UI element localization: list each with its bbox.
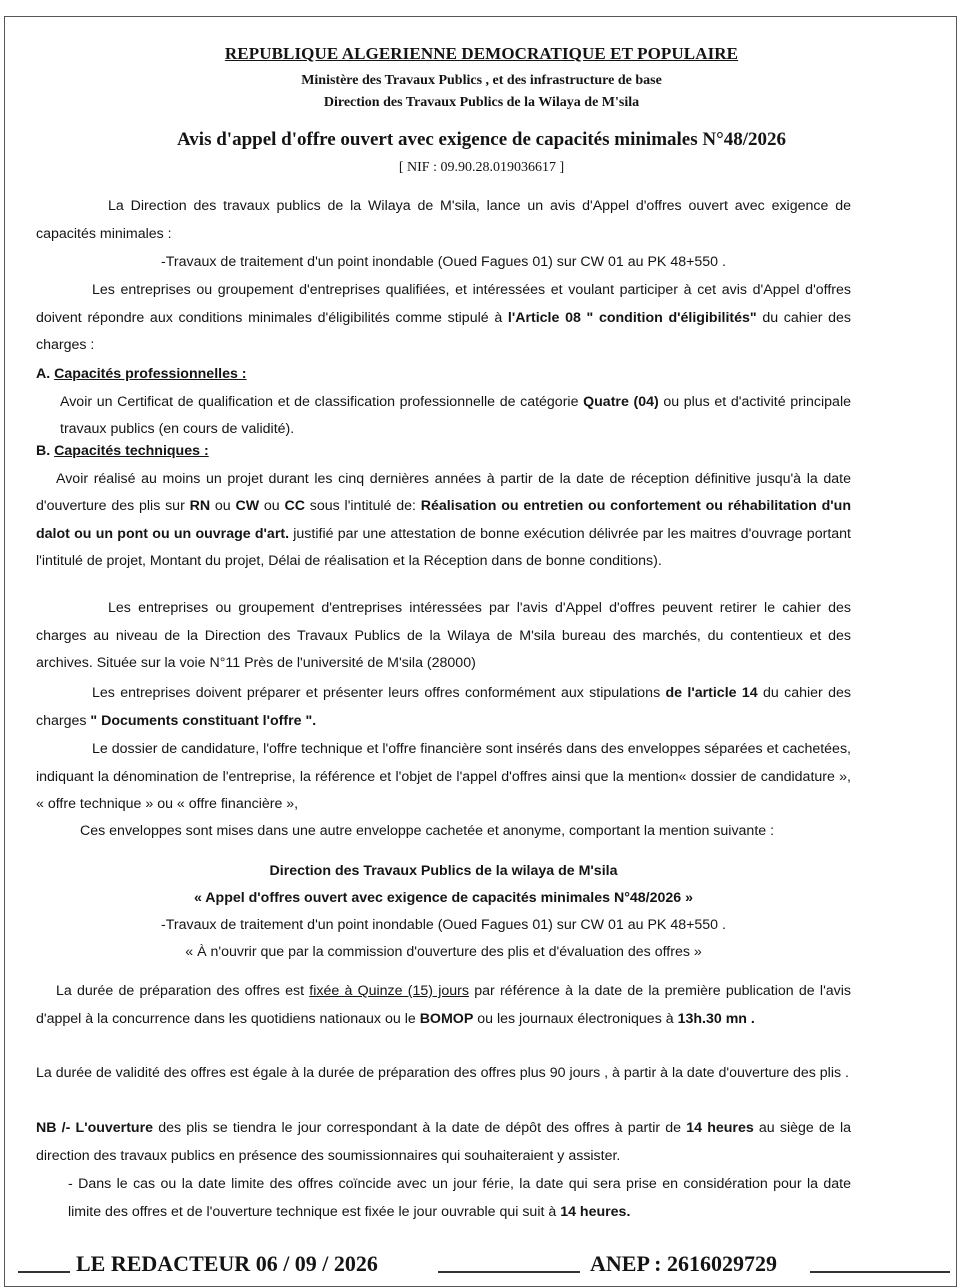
ministry-heading: Ministère des Travaux Publics , et des infrastructure de base	[301, 73, 662, 88]
footer	[0, 1251, 963, 1281]
validity-paragraph: La durée de validité des offres est égale à la durée de préparation des offres plus 90 jours , à partir à la date d'ouverture des plis .	[36, 1065, 849, 1081]
redacteur-date: LE REDACTEUR 06 / 09 / 2026	[76, 1251, 378, 1276]
direction-heading: Direction des Travaux Publics de la Wilaya de M'sila	[323, 95, 640, 110]
footer-rule-left	[18, 1271, 70, 1273]
footer-rule-right	[810, 1271, 950, 1273]
republic-heading: REPUBLIQUE ALGERIENNE DEMOCRATIQUE ET POPULAIRE	[224, 44, 739, 63]
project-line: -Travaux de traitement d'un point inondable (Oued Fagues 01) sur CW 01 au PK 48+550 .	[161, 254, 726, 270]
duration-paragraph: La durée de préparation des offres est fixée à Quinze (15) jours par référence à la date de la première publication de l'avis d'appel à la concurrence dans les quotidiens nationaux ou le BOMOP ou les journaux électroniques à 13h.30 mn .	[36, 983, 852, 1027]
section-b-title: Capacités techniques :	[54, 443, 209, 459]
eligibility-paragraph: Les entreprises ou groupement d'entreprises qualifiées, et intéressées et voulant participer à cet avis d'Appel d'offres doivent répondre aux conditions minimales d'éligibilités comme stipulé à l'Article 08 " condition d'éligibilités" du cahier des charges :	[36, 282, 851, 353]
envelopes-paragraph: Ces enveloppes sont mises dans une autre enveloppe cachetée et anonyme, comportant la mention suivante :	[80, 823, 775, 839]
withdraw-paragraph: Les entreprises ou groupement d'entreprises intéressées par l'avis d'Appel d'offres peuvent retirer le cahier des charges au niveau de la Direction des Travaux Publics de la Wilaya de M'sila bureau des marchés, du contentieux et des archives. Située sur la voie N°11 Près de l'université de M'sila (28000)	[36, 600, 851, 671]
section-a-title: Capacités professionnelles :	[54, 366, 247, 382]
envelope-mention	[36, 858, 851, 966]
nif-number: [ NIF : 09.90.28.019036617 ]	[398, 160, 565, 175]
section-b: B. Capacités techniques : Avoir réalisé au moins un projet durant les cinq dernières années à partir de la date de réception définitive jusqu'à la date d'ouverture des plis sur RN ou CW ou CC sous l'intitulé de: Réalisation ou entretien ou confortement ou réhabilitation d'un dalot ou un pont ou un ouvrage d'art. justifié par une attestation de bonne exécution délivrée par les maitres d'ouvrage portant l'intitulé de projet, Montant du projet, Délai de réalisation et la Réception dans de bonne conditions).	[36, 443, 851, 569]
prepare-paragraph: Les entreprises doivent préparer et présenter leurs offres conformément aux stipulations de l'article 14 du cahier des charges " Documents constituant l'offre ".	[36, 685, 852, 729]
dossier-paragraph: Le dossier de candidature, l'offre technique et l'offre financière sont insérés dans des enveloppes séparées et cachetées, indiquant la dénomination de l'entreprise, la référence et l'objet de l'appel d'offres ainsi que la mention« dossier de candidature », « offre technique » ou « offre financière »,	[36, 741, 851, 812]
nb-paragraph: NB /- L'ouverture des plis se tiendra le jour correspondant à la date de dépôt des offres à partir de 14 heures au siège de la direction des travaux publics en présence des soumissionnaires qui souhaiteraient y assister.	[36, 1120, 852, 1164]
notice-title: Avis d'appel d'offre ouvert avec exigence de capacités minimales N°48/2026	[176, 129, 786, 150]
mention-open: « À n'ouvrir que par la commission d'ouverture des plis et d'évaluation des offres »	[185, 944, 702, 960]
intro-paragraph: La Direction des travaux publics de la Wilaya de M'sila, lance un avis d'Appel d'offres ouvert avec exigence de capacités minimales :	[36, 198, 851, 242]
holiday-paragraph: - Dans le cas ou la date limite des offres coïncide avec un jour férie, la date qui sera prise en considération pour la date limite des offres et de l'ouverture technique est fixée le jour ouvrable qui suit à 14 heures.	[68, 1176, 851, 1220]
mention-appel: « Appel d'offres ouvert avec exigence de capacités minimales N°48/2026 »	[193, 890, 693, 906]
section-a: A. Capacités professionnelles : Avoir un Certificat de qualification et de classification professionnelle de catégorie Quatre (04) ou plus et d'activité principale travaux publics (en cours de validité).	[36, 366, 851, 437]
mention-project: -Travaux de traitement d'un point inondable (Oued Fagues 01) sur CW 01 au PK 48+550 .	[161, 917, 726, 933]
anep-number: ANEP : 2616029729	[590, 1251, 777, 1276]
mention-direction: Direction des Travaux Publics de la wilaya de M'sila	[269, 863, 618, 879]
footer-rule-middle	[438, 1271, 580, 1273]
